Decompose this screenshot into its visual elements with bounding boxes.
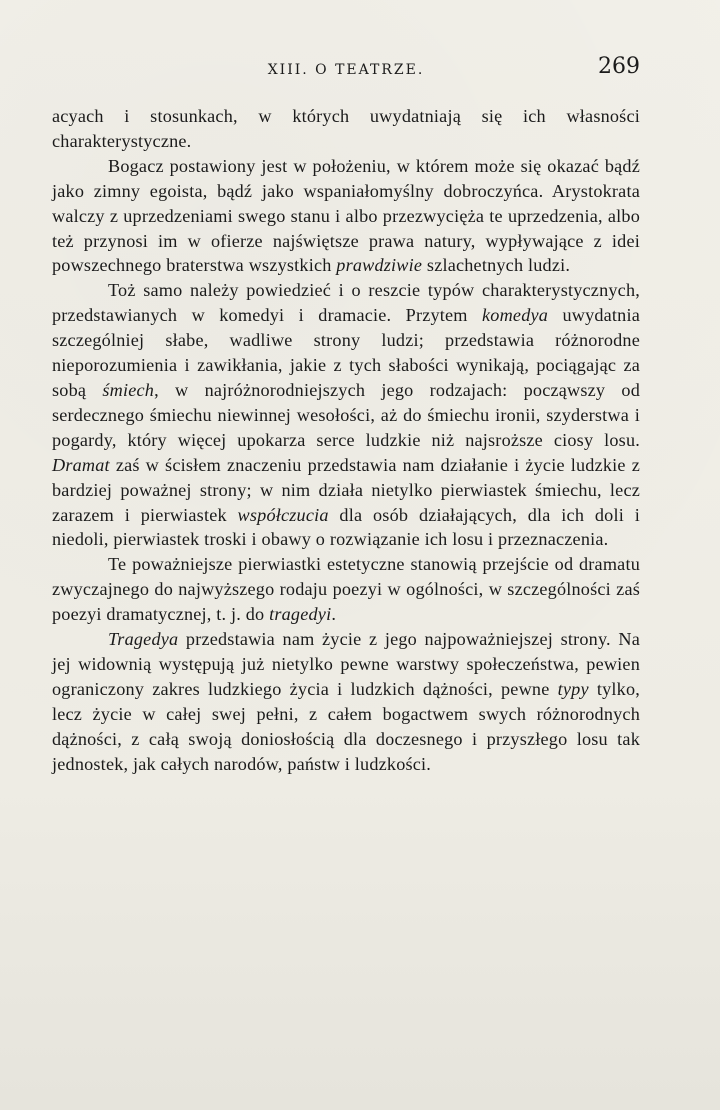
emphasized-text: prawdziwie <box>336 255 423 276</box>
paragraph <box>52 552 640 627</box>
emphasized-text: tragedyi <box>269 604 332 625</box>
running-head: XIII. O TEATRZE. <box>267 62 425 78</box>
emphasized-text: śmiech <box>102 379 155 400</box>
emphasized-text: współczucia <box>237 504 329 525</box>
text-run: uwydatnia szczególniej słabe, wadliwe strony ludzi; przedstawia różnorodne nieporozumienia i zawikłania, jakie z tych słabości wynikają, pociągając za sobą <box>52 305 641 400</box>
emphasized-text: komedya <box>482 305 549 326</box>
text-run: tylko, lecz życie w całej swej pełni, z całem bogactwem swych różnorodnych dążności, z całą swoją doniosłością dla doczesnego i przyszłego losu tak jednostek, jak całych narodów, państw i ludzkości. <box>52 678 640 774</box>
text-run: Toż samo należy powiedzieć i o reszcie typów charakterystycznych, przedstawianych w komedyi i dramacie. Przytem <box>52 280 640 326</box>
text-run: szlachetnych ludzi. <box>422 255 571 276</box>
page-number: 269 <box>598 54 640 79</box>
text-run: , w najróżnorodniejszych jego rodzajach: począwszy od serdecznego śmiechu niewinnej wesołości, aż do śmiechu ironii, szyderstwa i pogardy, który więcej upokarza serce ludzkie niż najsroższe ciosy losu. <box>52 379 641 450</box>
page-header <box>52 54 640 94</box>
text-run: Te poważniejsze pierwiastki estetyczne stanowią przejście od dramatu zwyczajnego do najwyższego rodaju poezyi w ogólności, w szczególności zaś poezyi dramatycznej, t. j. do <box>52 554 640 625</box>
emphasized-text: typy <box>557 678 589 699</box>
emphasized-text: Tragedya <box>108 629 179 650</box>
text-run: dla osób działających, dla ich doli i niedoli, pierwiastek troski i obawy o rozwiązanie ich losu i przeznaczenia. <box>52 504 640 550</box>
paragraph <box>52 627 640 776</box>
paragraph <box>52 104 640 154</box>
emphasized-text: Dramat <box>52 454 110 475</box>
text-run: acyach i stosunkach, w których uwydatniają się ich własności charakterystyczne. <box>52 106 640 151</box>
paragraph <box>52 154 640 279</box>
text-run: przedstawia nam życie z jego najpoważniejszej strony. Na jej widownią występują już nietylko pewne warstwy społeczeństwa, pewien ograniczony zakres ludzkiego życia i ludzkich dążności, pewne <box>52 629 640 699</box>
text-run: Bogacz postawiony jest w położeniu, w którem może się okazać bądź jako zimny egoista, bądź jako wspaniałomyślny dobroczyńca. Arystokrata walczy z uprzedzeniami swego stanu i albo przezwycięża te uprzedzenia, albo też przynosi im w ofierze najświętsze prawa natury, wypływające z idei powszechnego braterstwa wszystkich <box>52 155 640 276</box>
text-run: . <box>331 604 337 625</box>
paragraph <box>52 278 640 552</box>
body-text <box>52 104 640 776</box>
text-run: zaś w ścisłem znaczeniu przedstawia nam działanie i życie ludzkie z bardziej poważnej strony; w nim działa nietylko pierwiastek śmiechu, lecz zarazem i pierwiastek <box>52 454 640 525</box>
